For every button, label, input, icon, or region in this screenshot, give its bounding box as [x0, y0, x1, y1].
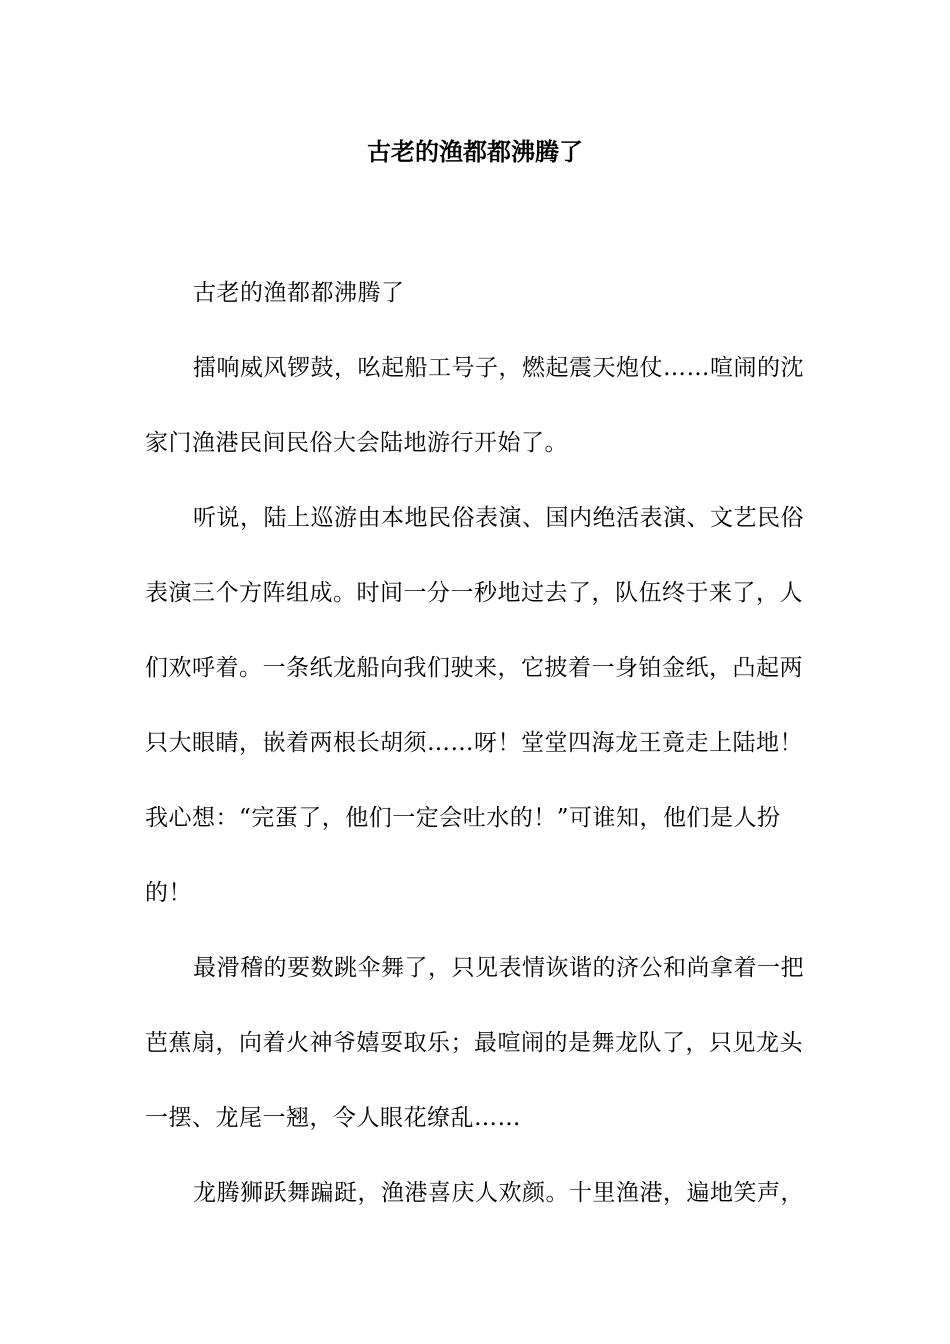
paragraph-celebration: 龙腾狮跃舞蹁跹，渔港喜庆人欢颜。十里渔港，遍地笑声，: [193, 1180, 804, 1206]
paragraph-heading: 古老的渔都都沸腾了: [193, 280, 405, 306]
paragraph-dances: 最滑稽的要数跳伞舞了，只见表情诙谐的济公和尚拿着一把芭蕉扇，向着火神爷嬉耍取乐；最喧闹的是舞龙队了，只见龙头一摆、龙尾一翘，令人眼花缭乱……: [145, 955, 804, 1131]
paragraph-dragon-boat: 听说，陆上巡游由本地民俗表演、国内绝活表演、文艺民俗表演三个方阵组成。时间一分一秒地过去了，队伍终于来了，人们欢呼着。一条纸龙船向我们驶来，它披着一身铂金纸，凸起两只大眼睛，嵌着两根长胡须……呀！堂堂四海龙王竟走上陆地！我心想：“完蛋了，他们一定会吐水的！”可谁知，他们是人扮的！: [145, 505, 804, 906]
document-title: 古老的渔都都沸腾了: [367, 137, 583, 166]
paragraph-parade-start: 擂响威风锣鼓，吆起船工号子，燃起震天炮仗……喧闹的沈家门渔港民间民俗大会陆地游行开始了。: [145, 355, 804, 456]
document-body: [145, 256, 805, 1231]
